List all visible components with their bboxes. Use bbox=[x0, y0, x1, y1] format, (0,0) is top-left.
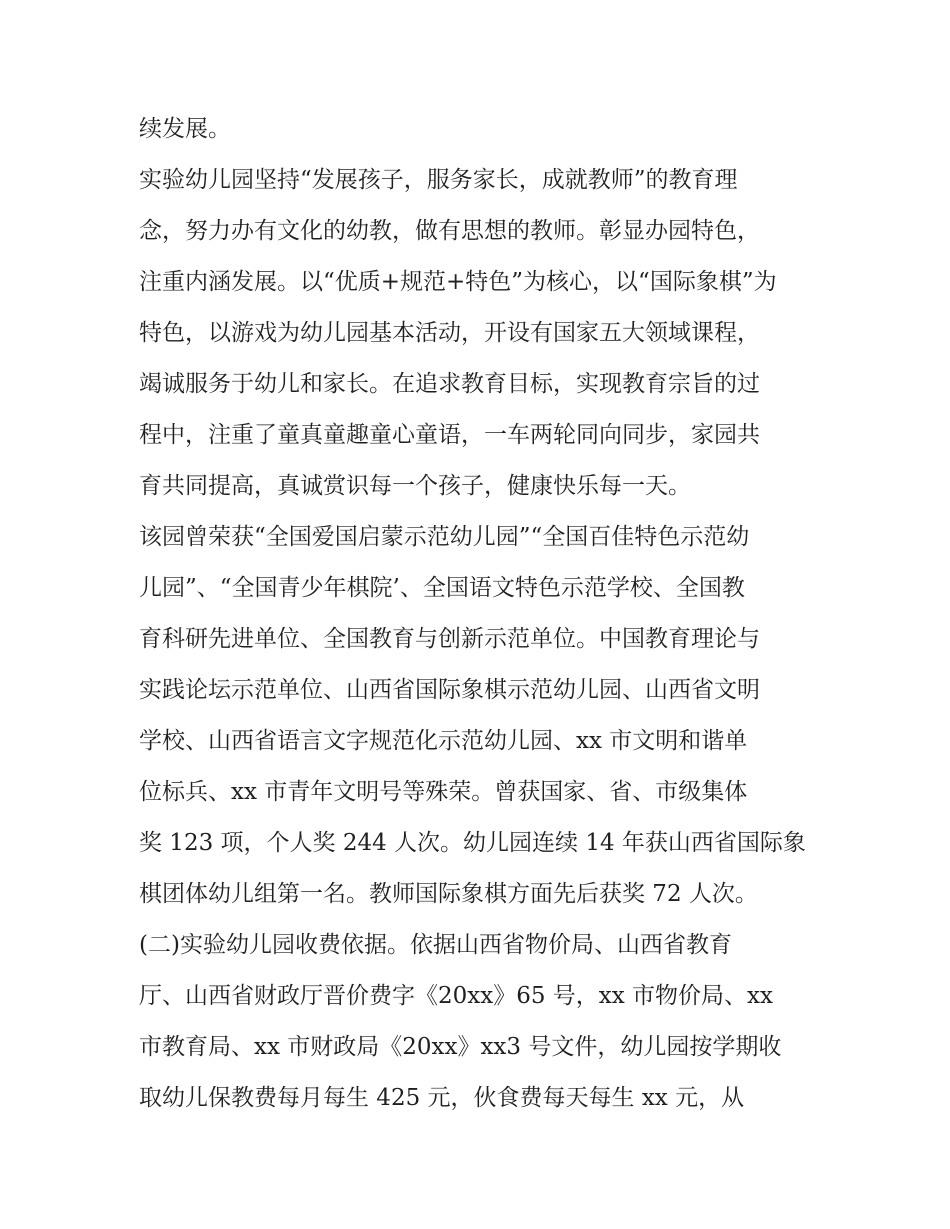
text-line: 该园曾荣获“全国爱国启蒙示范幼儿园”“全国百佳特色示范幼 bbox=[139, 524, 750, 550]
text-line: 实践论坛示范单位、山西省国际象棋示范幼儿园、山西省文明 bbox=[139, 677, 760, 703]
text-line: 奖 123 项，个人奖 244 人次。幼儿园连续 14 年获山西省国际象 bbox=[139, 830, 806, 856]
text-line: 取幼儿保教费每月每生 425 元，伙食费每天每生 xx 元，从 bbox=[139, 1085, 745, 1111]
text-line: 育共同提高，真诚赏识每一个孩子，健康快乐每一天。 bbox=[139, 473, 691, 499]
text-line: 市教育局、xx 市财政局《20xx》xx3 号文件，幼儿园按学期收 bbox=[139, 1034, 782, 1060]
text-line: 儿园”、“全国青少年棋院’、全国语文特色示范学校、全国教 bbox=[139, 575, 745, 601]
text-line: 注重内涵发展。以“优质+规范+特色”为核心，以“国际象棋”为 bbox=[139, 269, 777, 295]
text-line: 育科研先进单位、全国教育与创新示范单位。中国教育理论与 bbox=[139, 626, 760, 652]
text-line: 程中，注重了童真童趣童心童语，一车两轮同向同步，家园共 bbox=[139, 422, 760, 448]
text-line: 位标兵、xx 市青年文明号等殊荣。曾获国家、省、市级集体 bbox=[139, 779, 748, 805]
text-line: 厅、山西省财政厅晋价费字《20xx》65 号，xx 市物价局、xx bbox=[139, 983, 773, 1009]
text-line: 续发展。 bbox=[139, 116, 231, 142]
text-line: 实验幼儿园坚持“发展孩子，服务家长，成就教师”的教育理 bbox=[139, 167, 738, 193]
text-line: 念，努力办有文化的幼教，做有思想的教师。彰显办园特色， bbox=[139, 218, 760, 244]
text-line: (二)实验幼儿园收费依据。依据山西省物价局、山西省教育 bbox=[139, 932, 732, 958]
text-line: 竭诚服务于幼儿和家长。在追求教育目标，实现教育宗旨的过 bbox=[139, 371, 760, 397]
text-line: 学校、山西省语言文字规范化示范幼儿园、xx 市文明和谐单 bbox=[139, 728, 748, 754]
body-text bbox=[139, 104, 819, 1124]
text-line: 特色，以游戏为幼儿园基本活动，开设有国家五大领域课程， bbox=[139, 320, 760, 346]
text-line: 棋团体幼儿组第一名。教师国际象棋方面先后获奖 72 人次。 bbox=[139, 881, 758, 907]
